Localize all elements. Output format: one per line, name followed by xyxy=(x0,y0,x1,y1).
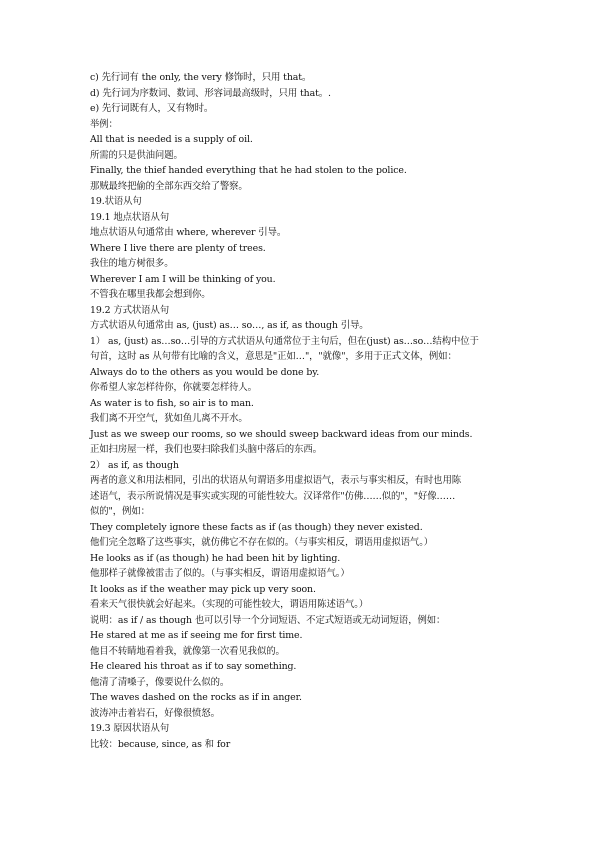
text-line-example-en: All that is needed is a supply of oil. xyxy=(90,134,253,145)
text-line-example-zh: 不管我在哪里我都会想到你。 xyxy=(90,289,211,300)
text-line-example-en: Always do to the others as you would be done by. xyxy=(90,366,320,378)
text-line-example-zh: 看来天气很快就会好起来。（实现的可能性较大，谓语用陈述语气。） xyxy=(90,599,369,610)
section-heading-19: 19.状语从句 xyxy=(90,196,142,207)
text-line-example-zh: 波涛冲击着岩石，好像很愤怒。 xyxy=(90,707,220,719)
text-line-point-2: 2） as if, as though xyxy=(90,459,179,471)
text-line-note: 说明：as if / as though 也可以引导一个分词短语、不定式短语或无动词短语，例如： xyxy=(90,614,446,626)
text-line-example-zh: 所需的只是供油问题。 xyxy=(90,149,183,161)
text-line-point-2-desc: 两者的意义和用法相同，引出的状语从句谓语多用虚拟语气，表示与事实相反，有时也用陈 xyxy=(90,475,462,486)
text-line-example-zh: 他清了清嗓子，像要说什么似的。 xyxy=(90,676,230,688)
subsection-heading-19-3: 19.3 原因状语从句 xyxy=(90,723,170,734)
text-line-d-ordinal: d) 先行词为序数词、数词、形容词最高级时，只用 that。. xyxy=(90,87,331,99)
text-line-example-zh: 他目不转睛地看着我，就像第一次看见我似的。 xyxy=(90,645,285,657)
text-line-example-en: Where I live there are plenty of trees. xyxy=(90,242,266,254)
text-line-example-en: They completely ignore these facts as if (as though) they never existed. xyxy=(90,521,423,533)
document-page xyxy=(90,70,530,752)
text-line-manner-clause-intro: 方式状语从句通常由 as, (just) as… so…, as if, as though 引导。 xyxy=(90,320,369,331)
text-line-place-clause-intro: 地点状语从句通常由 where, wherever 引导。 xyxy=(90,227,287,238)
text-line-example-zh: 我住的地方树很多。 xyxy=(90,258,174,269)
text-line-example-en: He looks as if (as though) he had been hit by lighting. xyxy=(90,552,341,564)
text-line-example-zh: 正如扫房屋一样，我们也要扫除我们头脑中落后的东西。 xyxy=(90,444,322,455)
text-line-point-2-desc-cont: 述语气，表示所说情况是事实或实现的可能性较大。汉译常作"仿佛……似的"，"好像…… xyxy=(90,490,456,502)
text-line-examples-label: 举例： xyxy=(90,118,118,130)
text-line-example-en: Wherever I am I will be thinking of you. xyxy=(90,273,276,285)
subsection-heading-19-1: 19.1 地点状语从句 xyxy=(90,211,170,223)
text-line-example-en: He cleared his throat as if to say something. xyxy=(90,661,297,672)
text-line-comparison: 比较：because, since, as 和 for xyxy=(90,738,231,750)
subsection-heading-19-2: 19.2 方式状语从句 xyxy=(90,304,170,316)
text-line-point-1: 1） as, (just) as…so…引导的方式状语从句通常位于主句后，但在(just) as…so…结构中位于 xyxy=(90,335,479,347)
text-line-example-zh: 他那样子就像被雷击了似的。（与事实相反，谓语用虚拟语气。） xyxy=(90,568,350,579)
text-line-example-en: It looks as if the weather may pick up very soon. xyxy=(90,583,316,595)
text-line-example-en: Just as we sweep our rooms, so we should sweep backward ideas from our minds. xyxy=(90,428,473,440)
text-line-example-en: As water is to fish, so air is to man. xyxy=(90,397,254,409)
text-line-e-person-thing: e) 先行词既有人，又有物时。 xyxy=(90,103,214,114)
text-line-example-zh: 那贼最终把偷的全部东西交给了警察。 xyxy=(90,180,248,192)
text-line-example-zh: 我们离不开空气，犹如鱼儿离不开水。 xyxy=(90,413,248,424)
text-line-example-zh: 你希望人家怎样待你，你就要怎样待人。 xyxy=(90,382,257,393)
text-line-example-en: The waves dashed on the rocks as if in anger. xyxy=(90,692,302,703)
text-line-example-en: Finally, the thief handed everything that he had stolen to the police. xyxy=(90,165,407,176)
text-line-example-en: He stared at me as if seeing me for first time. xyxy=(90,630,303,641)
text-line-point-1-cont: 句首，这时 as 从句带有比喻的含义，意思是"正如…"，"就像"，多用于正式文体，例如： xyxy=(90,351,457,362)
text-line-point-2-desc-end: 似的"，例如： xyxy=(90,506,150,517)
text-line-c-only-very: c) 先行词有 the only, the very 修饰时，只用 that。 xyxy=(90,72,312,83)
text-line-example-zh: 他们完全忽略了这些事实，就仿佛它不存在似的。（与事实相反，谓语用虚拟语气。） xyxy=(90,537,434,548)
